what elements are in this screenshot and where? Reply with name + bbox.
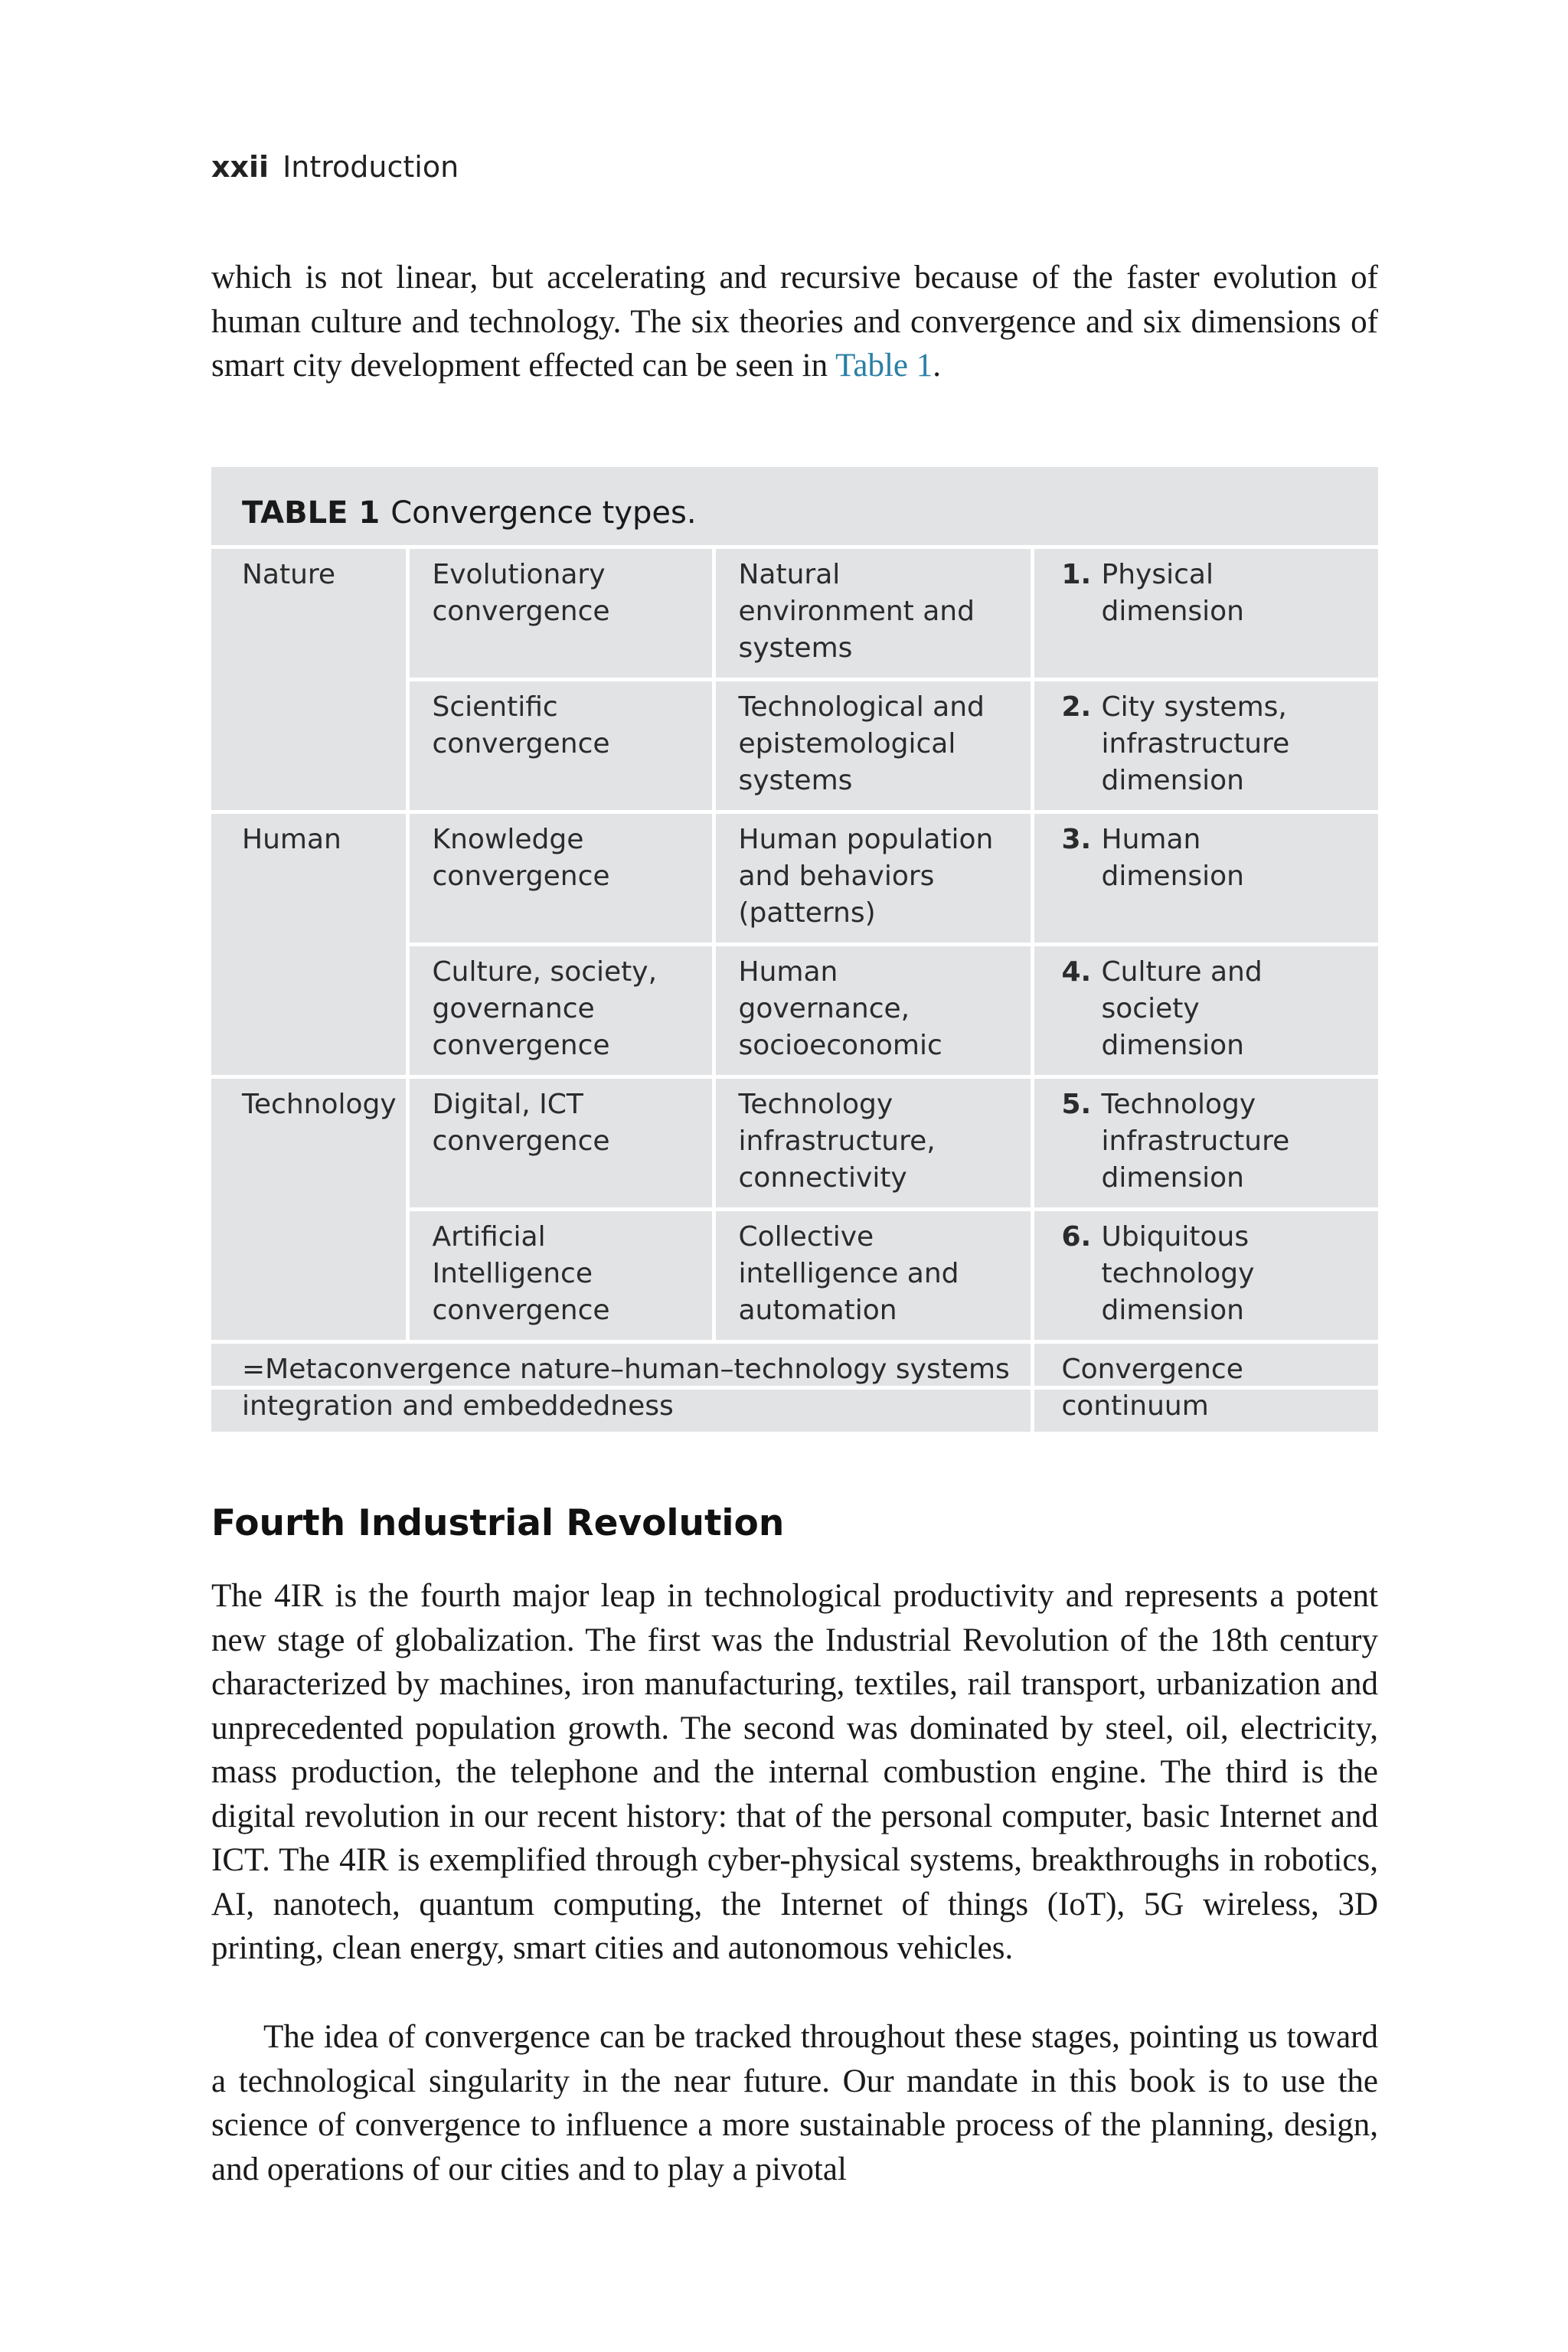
convergence-cell: Digital, ICT convergence xyxy=(407,1077,714,1210)
dimension-cell xyxy=(1032,1210,1378,1342)
table-row xyxy=(211,1077,1378,1210)
dimension-text: Physical dimension xyxy=(1101,559,1244,627)
dimension-cell xyxy=(1032,945,1378,1077)
continuum-cell: Convergence continuum xyxy=(1032,1342,1378,1436)
convergence-cell: Culture, society, governance convergence xyxy=(407,945,714,1077)
system-cell: Natural environment and systems xyxy=(714,547,1032,680)
table-row xyxy=(211,680,1378,812)
metaconvergence-cell: =Metaconvergence nature–human–technology systems integration and embeddedness xyxy=(211,1342,1032,1436)
page-number: xxii xyxy=(211,150,270,184)
table-row xyxy=(211,547,1378,680)
dimension-number: 6. xyxy=(1061,1221,1092,1253)
table-row xyxy=(211,812,1378,945)
category-cell: Human xyxy=(211,812,407,945)
table-row xyxy=(211,1210,1378,1342)
convergence-table xyxy=(211,467,1378,1432)
dimension-cell xyxy=(1032,1077,1378,1210)
system-cell: Technology infrastructure, connectivity xyxy=(714,1077,1032,1210)
running-title: Introduction xyxy=(283,150,459,184)
table-bottom-rule xyxy=(211,1386,1378,1390)
table-1-link[interactable]: Table 1 xyxy=(835,348,933,384)
dimension-text: Human dimension xyxy=(1101,824,1244,892)
dimension-number: 5. xyxy=(1061,1089,1092,1120)
category-cell: Nature xyxy=(211,547,407,680)
intro-paragraph xyxy=(211,256,1378,388)
convergence-cell: Artificial Intelligence convergence xyxy=(407,1210,714,1342)
convergence-cell: Knowledge convergence xyxy=(407,812,714,945)
convergence-cell: Evolutionary convergence xyxy=(407,547,714,680)
system-cell: Human population and behaviors (patterns) xyxy=(714,812,1032,945)
dimension-cell xyxy=(1032,812,1378,945)
section-paragraph-2: The idea of convergence can be tracked throughout these stages, pointing us toward a technological singularity in the near future. Our mandate in this book is to use the science of convergence to influence a more sustainable process of the planning, design, and operations of our cities and to play a pivotal xyxy=(211,2019,1378,2187)
category-cell xyxy=(211,945,407,1077)
dimension-text: Ubiquitous technology dimension xyxy=(1101,1221,1255,1326)
system-cell: Collective intelligence and automation xyxy=(714,1210,1032,1342)
dimension-text: Culture and society dimension xyxy=(1101,956,1263,1061)
system-cell: Technological and epistemological systems xyxy=(714,680,1032,812)
dimension-number: 1. xyxy=(1061,559,1092,590)
running-header xyxy=(211,150,459,184)
convergence-cell: Scientific convergence xyxy=(407,680,714,812)
section-heading: Fourth Industrial Revolution xyxy=(211,1502,785,1544)
dimension-cell xyxy=(1032,547,1378,680)
dimension-cell xyxy=(1032,680,1378,812)
intro-text-end: . xyxy=(933,348,941,384)
table-caption xyxy=(242,495,697,531)
table-grid xyxy=(211,545,1378,1436)
intro-text: which is not linear, but accelerating and recursive because of the faster evolution of human culture and technology. The six theories and convergence and six dimensions of smart city development effected can be seen in xyxy=(211,260,1378,384)
section-paragraph-1: The 4IR is the fourth major leap in technological productivity and represents a potent new stage of globalization. The first was the Industrial Revolution of the 18th century characterized by machines, iron manufacturing, textiles, rail transport, urbanization and unprecedented population growth. The second was dominated by steel, oil, electricity, mass production, the telephone and the internal combustion engine. The third is the digital revolution in our recent history: that of the personal computer, basic Internet and ICT. The 4IR is exemplified through cyber-physical systems, breakthroughs in robotics, AI, nanotech, quantum computing, the Internet of things (IoT), 5G wireless, 3D printing, clean energy, smart cities and autonomous vehicles. xyxy=(211,1578,1378,1966)
table-row xyxy=(211,945,1378,1077)
dimension-number: 3. xyxy=(1061,824,1092,855)
category-cell: Technology xyxy=(211,1077,407,1210)
dimension-number: 2. xyxy=(1061,691,1092,723)
table-title: Convergence types. xyxy=(390,495,697,531)
system-cell: Human governance, socioeconomic xyxy=(714,945,1032,1077)
dimension-text: City systems, infrastructure dimension xyxy=(1101,691,1290,796)
category-cell xyxy=(211,1210,407,1342)
dimension-text: Technology infrastructure dimension xyxy=(1101,1089,1290,1194)
table-label: TABLE 1 xyxy=(242,495,381,531)
category-cell xyxy=(211,680,407,812)
dimension-number: 4. xyxy=(1061,956,1092,988)
